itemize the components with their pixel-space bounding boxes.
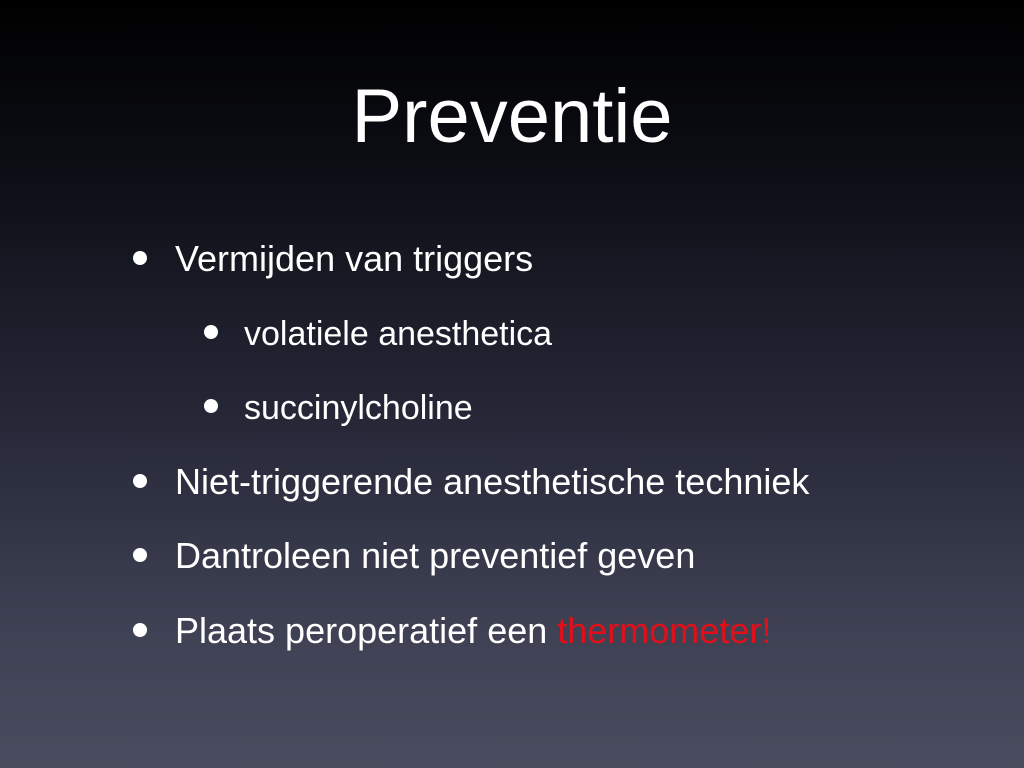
bullet-text: Niet-triggerende anesthetische techniek bbox=[175, 461, 810, 502]
bullet-icon bbox=[133, 251, 147, 265]
bullet-text: succinylcholine bbox=[244, 389, 473, 427]
bullet-icon bbox=[204, 399, 218, 413]
bullet-text: Plaats peroperatief een bbox=[175, 610, 558, 651]
bullet-icon bbox=[204, 325, 218, 339]
slide-title: Preventie bbox=[351, 74, 673, 159]
bullet-text: Dantroleen niet preventief geven bbox=[175, 535, 696, 576]
bullet-item-thermometer bbox=[175, 609, 771, 653]
sub-bullet-item-succinylcholine bbox=[244, 386, 473, 430]
bullet-icon bbox=[133, 623, 147, 637]
bullet-item-dantrolene bbox=[175, 534, 695, 578]
bullet-item-avoid-triggers bbox=[175, 237, 533, 281]
highlight-text: thermometer! bbox=[557, 610, 772, 651]
bullet-icon bbox=[133, 548, 147, 562]
bullet-text: volatiele anesthetica bbox=[244, 315, 553, 353]
bullet-text: Vermijden van triggers bbox=[175, 238, 534, 279]
bullet-item-non-triggering bbox=[175, 460, 809, 504]
sub-bullet-item-volatile bbox=[244, 312, 552, 356]
bullet-icon bbox=[133, 474, 147, 488]
